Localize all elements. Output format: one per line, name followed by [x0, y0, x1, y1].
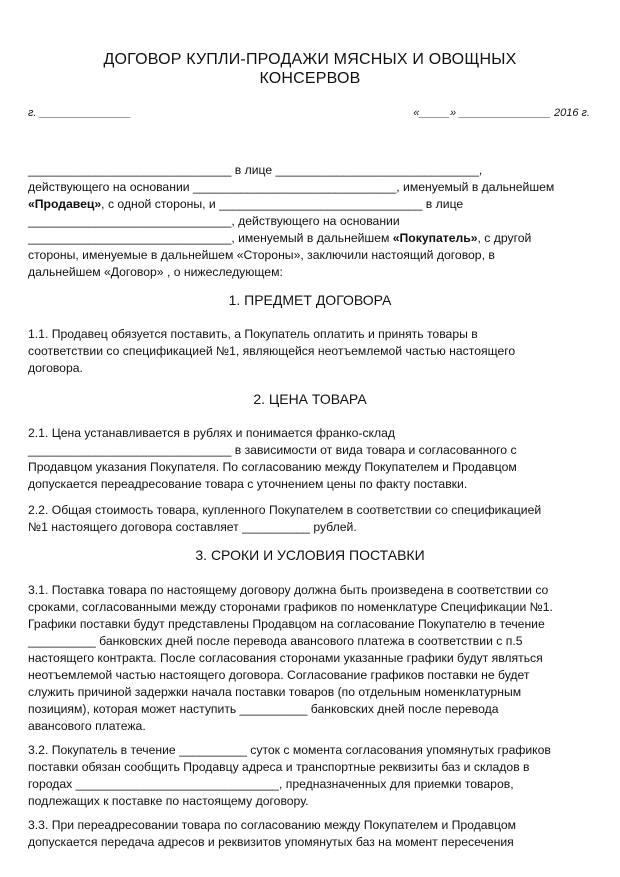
clause-2-1-line: Продавцом указания Покупателя. По согласованию между Покупателем и Продавцом: [28, 460, 517, 474]
clause-3-2-line: поставки обязан сообщить Продавцу адреса и транспортные реквизиты баз и складов в: [28, 760, 530, 774]
clause-3-1-line: авансового платежа.: [28, 719, 146, 733]
clause-3-3-line: допускается передача адресов и реквизитов упомянутых баз на момент пересечения: [28, 835, 514, 849]
clause-2-1-line: 2.1. Цена устанавливается в рублях и понимается франко-склад: [28, 426, 396, 440]
clause-2-1-line: допускается переадресование товара с уточнением цены по факту поставки.: [28, 477, 468, 491]
clause-2-1-line: ______________________________ в зависимости от вида товара и согласованного с: [28, 443, 517, 457]
clause-3-1-line: служить причиной задержки начала поставки товаров (по отдельным номенклатурным: [28, 685, 522, 699]
city-field: г. _______________: [28, 107, 132, 119]
preamble-line: ______________________________ в лице ______________________________,: [28, 163, 483, 177]
preamble-line: действующего на основании ______________________________, именуемый в дальнейшем: [28, 180, 555, 194]
clause-3-1-line: настоящего контракта. После согласования сторонами указанные графики будут являться: [28, 651, 543, 665]
clause-3-2-line: 3.2. Покупатель в течение __________ суток с момента согласования упомянутых графиков: [28, 743, 551, 757]
clause-3-1-line: __________ банковских дней после перевода авансового платежа в соответствии с п.5: [28, 634, 523, 648]
clause-2-2-line: №1 настоящего договора составляет __________ рублей.: [28, 520, 357, 534]
preamble-line: стороны, именуемые в дальнейшем «Стороны», заключили настоящий договор, в: [28, 248, 495, 262]
clause-3-2-line: городах ______________________________, предназначенных для приемки товаров,: [28, 777, 514, 791]
clause-3-2-line: подлежащих к поставке по настоящему договору.: [28, 794, 309, 808]
preamble-line: дальнейшем «Договор» , о нижеследующем:: [28, 265, 283, 279]
section-3-heading: 3. СРОКИ И УСЛОВИЯ ПОСТАВКИ: [195, 547, 425, 563]
title-line-2: КОНСЕРВОВ: [259, 70, 361, 87]
section-2-heading: 2. ЦЕНА ТОВАРА: [253, 391, 367, 407]
section-1-heading: 1. ПРЕДМЕТ ДОГОВОРА: [228, 292, 392, 308]
preamble-line: ______________________________, действующего на основании: [28, 214, 400, 228]
clause-2-2-line: 2.2. Общая стоимость товара, купленного Покупателем в соответствии со спецификацией: [28, 503, 542, 517]
party-name: «Покупатель»: [392, 231, 478, 245]
clause-3-1-line: позициям), которая может наступить __________ банковских дней после перевода: [28, 702, 499, 716]
clause-1-1-line: 1.1. Продавец обязуется поставить, а Покупатель оплатить и принять товары в: [28, 327, 478, 341]
clause-3-1-line: 3.1. Поставка товара по настоящему договору должна быть произведена в соответствии со: [28, 583, 549, 597]
date-field: «_____» _______________ 2016 г.: [413, 107, 590, 119]
clause-1-1-line: договора.: [28, 361, 83, 375]
clause-3-1-line: сроками, согласованными между сторонами графиков по номенклатуре Спецификации №1.: [28, 600, 553, 614]
preamble-line: ______________________________, именуемый в дальнейшем «Покупатель», с другой: [28, 231, 532, 245]
title-line-1: ДОГОВОР КУПЛИ-ПРОДАЖИ МЯСНЫХ И ОВОЩНЫХ: [103, 51, 517, 68]
document-title: [40, 50, 580, 88]
party-name: «Продавец»: [28, 197, 102, 211]
clause-3-3-line: 3.3. При переадресовании товара по согласованию между Покупателем и Продавцом: [28, 818, 517, 832]
clause-3-1-line: Графики поставки будут представлены Продавцом на согласование Покупателю в течение: [28, 617, 545, 631]
clause-3-1-line: неотъемлемой частью настоящего договора. Согласование графиков поставки не будет: [28, 668, 530, 682]
preamble-line: «Продавец», с одной стороны, и ______________________________ в лице: [28, 197, 464, 211]
clause-1-1-line: соответствии со спецификацией №1, являющейся неотъемлемой частью настоящего: [28, 344, 516, 358]
